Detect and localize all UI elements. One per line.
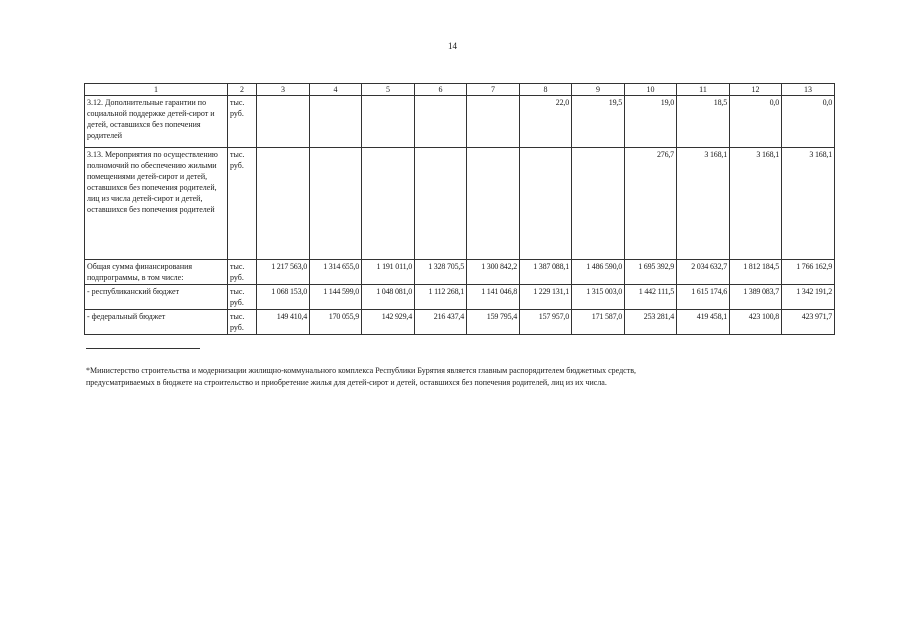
header-cell: 12 (730, 84, 782, 96)
header-cell: 7 (467, 84, 520, 96)
value-cell (415, 148, 467, 260)
value-cell: 1 387 088,1 (520, 260, 572, 285)
value-cell (415, 96, 467, 148)
value-cell: 3 168,1 (782, 148, 835, 260)
value-cell: 253 281,4 (625, 310, 677, 335)
table-row (85, 285, 835, 310)
header-cell: 10 (625, 84, 677, 96)
value-cell (362, 148, 415, 260)
value-cell: 19,5 (572, 96, 625, 148)
row-name: - республиканский бюджет (85, 285, 228, 310)
value-cell (310, 96, 362, 148)
row-unit: тыс. руб. (228, 260, 257, 285)
header-cell: 11 (677, 84, 730, 96)
value-cell: 1 442 111,5 (625, 285, 677, 310)
value-cell (310, 148, 362, 260)
row-unit: тыс. руб. (228, 285, 257, 310)
row-unit: тыс. руб. (228, 96, 257, 148)
value-cell: 1 048 081,0 (362, 285, 415, 310)
table-row (85, 260, 835, 285)
table-row (85, 148, 835, 260)
value-cell: 1 300 842,2 (467, 260, 520, 285)
value-cell: 1 486 590,0 (572, 260, 625, 285)
header-cell: 6 (415, 84, 467, 96)
header-cell: 5 (362, 84, 415, 96)
row-unit: тыс. руб. (228, 148, 257, 260)
header-cell: 1 (85, 84, 228, 96)
value-cell: 171 587,0 (572, 310, 625, 335)
value-cell: 18,5 (677, 96, 730, 148)
row-name: - федеральный бюджет (85, 310, 228, 335)
page-number: 14 (448, 41, 457, 51)
header-cell: 13 (782, 84, 835, 96)
value-cell: 142 929,4 (362, 310, 415, 335)
value-cell (362, 96, 415, 148)
value-cell: 1 315 003,0 (572, 285, 625, 310)
value-cell: 1 112 268,1 (415, 285, 467, 310)
value-cell (572, 148, 625, 260)
value-cell: 1 342 191,2 (782, 285, 835, 310)
header-cell: 2 (228, 84, 257, 96)
row-name: 3.12. Дополнительные гарантии по социальной поддержке детей-сирот и детей, оставшихся без попечения родителей (85, 96, 228, 148)
value-cell: 0,0 (782, 96, 835, 148)
value-cell: 419 458,1 (677, 310, 730, 335)
header-cell: 3 (257, 84, 310, 96)
value-cell (257, 96, 310, 148)
value-cell: 157 957,0 (520, 310, 572, 335)
value-cell: 3 168,1 (677, 148, 730, 260)
financing-table (84, 83, 835, 335)
value-cell: 2 034 632,7 (677, 260, 730, 285)
value-cell: 1 229 131,1 (520, 285, 572, 310)
value-cell: 22,0 (520, 96, 572, 148)
value-cell: 1 812 184,5 (730, 260, 782, 285)
value-cell: 1 695 392,9 (625, 260, 677, 285)
value-cell: 1 615 174,6 (677, 285, 730, 310)
row-unit: тыс. руб. (228, 310, 257, 335)
value-cell: 1 191 011,0 (362, 260, 415, 285)
value-cell: 19,0 (625, 96, 677, 148)
value-cell: 159 795,4 (467, 310, 520, 335)
value-cell: 216 437,4 (415, 310, 467, 335)
row-name: 3.13. Мероприятия по осуществлению полномочий по обеспечению жилыми помещениями детей-сирот и детей, оставшихся без попечения родителей, лиц из числа детей-сирот и детей, оставшихся без попечения родителей (85, 148, 228, 260)
value-cell: 1 217 563,0 (257, 260, 310, 285)
value-cell (467, 148, 520, 260)
header-cell: 8 (520, 84, 572, 96)
value-cell: 149 410,4 (257, 310, 310, 335)
table-row (85, 310, 835, 335)
footnote-divider (86, 348, 200, 349)
value-cell: 170 055,9 (310, 310, 362, 335)
value-cell: 0,0 (730, 96, 782, 148)
value-cell (520, 148, 572, 260)
value-cell: 276,7 (625, 148, 677, 260)
value-cell: 3 168,1 (730, 148, 782, 260)
value-cell (467, 96, 520, 148)
value-cell: 1 144 599,0 (310, 285, 362, 310)
header-cell: 9 (572, 84, 625, 96)
value-cell: 1 328 705,5 (415, 260, 467, 285)
value-cell: 1 389 083,7 (730, 285, 782, 310)
value-cell: 1 766 162,9 (782, 260, 835, 285)
row-name: Общая сумма финансирования подпрограммы, в том числе: (85, 260, 228, 285)
table-row (85, 96, 835, 148)
footnote: *Министерство строительства и модернизации жилищно-коммунального комплекса Республики Бурятия является главным распорядителем бюджетных средств, предусматриваемых в бюджете на строительство и приобретение жилья для детей-сирот и детей, оставшихся без попечения родителей, лиц из их числа. (86, 366, 636, 387)
value-cell: 1 141 046,8 (467, 285, 520, 310)
header-row (85, 84, 835, 96)
value-cell: 423 100,8 (730, 310, 782, 335)
value-cell: 423 971,7 (782, 310, 835, 335)
value-cell (257, 148, 310, 260)
value-cell: 1 068 153,0 (257, 285, 310, 310)
header-cell: 4 (310, 84, 362, 96)
value-cell: 1 314 655,0 (310, 260, 362, 285)
